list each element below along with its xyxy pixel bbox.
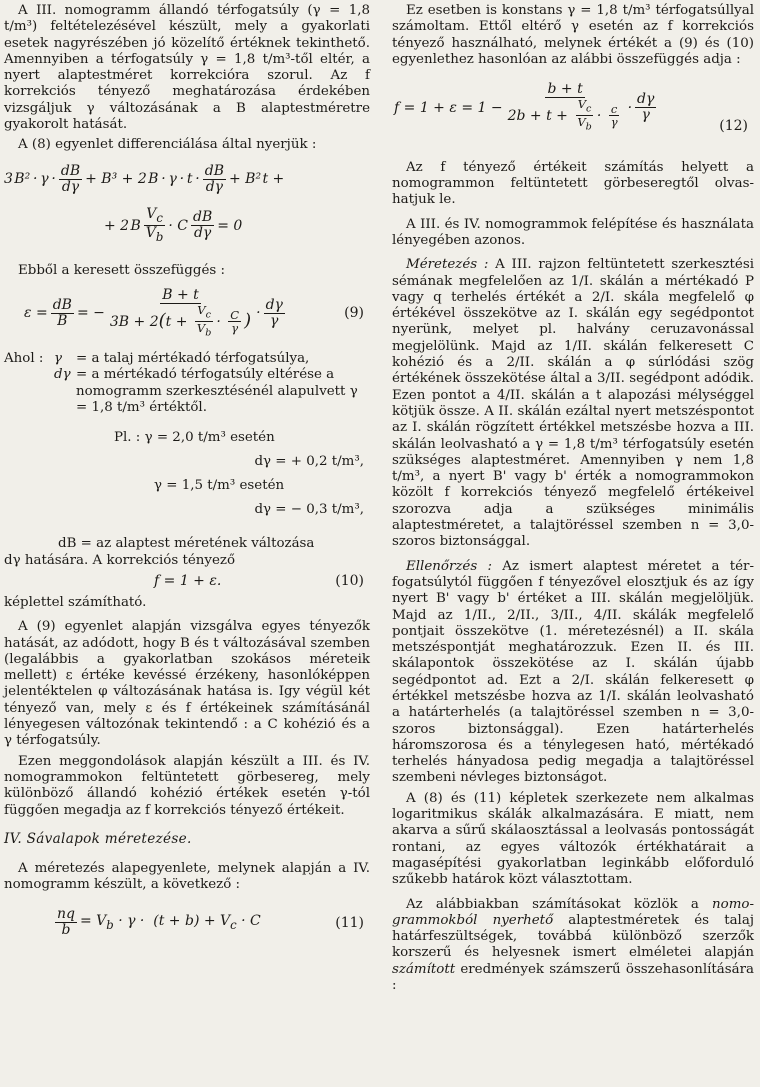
definitions bbox=[4, 351, 370, 569]
sizing-text: A III. rajzon feltüntetett szerkesztési sémának megfelelően az 1/I. skálán a mértékadó P vagy q terhelés értékét a 2/I. skála megfelelő φ értékével összekötve az I. skálán egy segédpontot nyerünk, melyet pl. halvány ceruzavonással megjelölünk. Majd az 1/II. skálán felkeresett C kohézió és a 2/II. skálán a φ súrlódási szög értékének összekötése által a 3/II. segédpont adódik. Ezen pontot a 4/II. skálán a t alapozási mélységgel kötjük össze. A II. skálán ezáltal nyert metszéspontot az I. skálán rögzített értékkel metszésbe hozva a III. skálán leolvasható a γ = 1,8 t/m³ térfogatsúly esetén szükséges alaptestméret. Amennyiben γ nem 1,8 t/m³, a nyert B' vagy b' érték a nomogrammokon közölt f korrekciós tényező megfelelő értékeivel szorozva adja a szükséges minimális alaptestméretet, a talajtöréssel szemben n = 3,0-szoros biztonsággal. bbox=[392, 257, 754, 550]
section-heading: IV. Sávalapok méretezése. bbox=[4, 830, 192, 847]
db-definition: dB = az alaptest méretének változása bbox=[58, 536, 315, 552]
equation-12: f = 1 + ε = 1 − b + t 2b + t + $\frac{V_c}{V_b}$ · $\frac{c}{\gamma}$ · $\frac{d\gamma}{\gamma}$ (12) bbox=[394, 82, 754, 134]
check-lead: Ellenőrzés : bbox=[406, 558, 492, 574]
def-dgamma-symbol: dγ bbox=[54, 367, 71, 383]
right-paragraph-1: Ez esetben is konstans γ = 1,8 t/m³ térfogatsúllyal számoltam. Ettől eltérő γ esetén az f korrekciós tényező használható, melynek értékét a (9) és (10) egyenlethez hasonlóan az alábbi összefüggés adja : bbox=[392, 3, 754, 67]
left-column bbox=[4, 3, 370, 938]
example-4: dγ = − 0,3 t/m³, bbox=[254, 502, 364, 518]
equation-9: ε = $\frac{dB}{B}$ = − B + t 3B + 2(t + $\frac{V_c}{V_b}$ · $\frac{C}{\gamma}$ ) · $\frac{d\gamma}{\gamma}$ (9) bbox=[24, 288, 370, 340]
def-gamma-text: = a talaj mértékadó térfogatsúlya, bbox=[76, 351, 310, 367]
left-paragraph-5: A (9) egyenlet alapján vizsgálva egyes tényezők hatását, az adódott, hogy B és t változásával szemben (legalábbis a gyakorlatban szokásos méreteik mellett) ε értéke kevéssé érzékeny, hasonlóképpen jelentéktelen φ változásának hatása is. Igy végül két tényező van, mely ε és f értékeinek számításánál lényegesen változónak tekintendő : a C kohézió és a γ térfogatsúly. bbox=[4, 619, 370, 749]
equation-9-number: (9) bbox=[344, 305, 364, 322]
equation-11-number: (11) bbox=[335, 914, 364, 931]
equation-11: $\frac{nq}{b}$ = $V_b \cdot \gamma \cdot (t + b) + V_c \cdot C$ (11) bbox=[52, 907, 370, 938]
left-paragraph-6: Ezen meggondolások alapján készült a III. és IV. nomogrammokon feltüntetett görbesereg, mely különböző állandó kohézió értékek esetén γ-tól függően megadja az f korrekciós tényező értékeit. bbox=[4, 753, 370, 818]
right-column bbox=[392, 3, 754, 998]
definitions-label: Ahol : bbox=[4, 351, 44, 367]
example-3: γ = 1,5 t/m³ esetén bbox=[154, 478, 285, 494]
def-dgamma-text: = a mértékadó térfogatsúly eltérése a nomogramm szerkesztésénél alapulvett γ = 1,8 t/m³ értéktől. bbox=[76, 367, 358, 416]
equation-8-line-1: 3 B² · γ · $\frac{dB}{d\gamma}$ + B³ + 2 B · γ · t · $\frac{dB}{d\gamma}$ + B² t + bbox=[4, 162, 285, 195]
left-paragraph-1: A III. nomogramm állandó térfogatsúly (γ = 1,8 t/m³) feltételezésével készült, mely a gyakorlati esetek nagyrészében jó közelítő értéknek tekinthető. Amennyiben a térfogatsúly γ = 1,8 t/m³-től eltér, a nyert alaptestméret korrekcióra szorul. Az f korrekciós tényező meghatározása érdekében vizsgáljuk γ változásának a B alaptestméretre gyakorolt hatását. bbox=[4, 3, 370, 133]
right-paragraph-7 bbox=[392, 897, 754, 995]
right-paragraph-2: Az f tényező értékeit számítás helyett a nomogrammon feltüntetett görbeseregtől olvashatjuk le. bbox=[392, 159, 754, 208]
left-paragraph-2: A (8) egyenlet differenciálása által nyerjük : bbox=[18, 137, 317, 153]
equation-12-number: (12) bbox=[719, 117, 748, 134]
left-paragraph-3: Ebből a keresett összefüggés : bbox=[18, 263, 226, 279]
right-p7-part-b: alaptestméretek és talaj határfeszültségek, továbbá különböző szerzők korszerű és helyesnek ismert elméletei alapján bbox=[392, 912, 754, 961]
right-p7-italic-2: számított bbox=[392, 961, 456, 977]
def-gamma-symbol: γ bbox=[54, 351, 63, 367]
equation-10-number: (10) bbox=[335, 572, 364, 589]
example-1: Pl. : γ = 2,0 t/m³ esetén bbox=[114, 430, 275, 446]
right-p7-part-c: eredmények számszerű összehasonlítására : bbox=[392, 961, 754, 994]
right-p7-part-a: Az alábbiakban számításokat közlök a bbox=[406, 896, 713, 912]
sizing-lead: Méretezés : bbox=[406, 257, 489, 273]
left-paragraph-4: képlettel számítható. bbox=[4, 594, 147, 610]
right-paragraph-4 bbox=[392, 257, 754, 550]
equation-8-line-2: + 2 B $\frac{V_c}{V_b}$ · C $\frac{dB}{d\gamma}$ = 0 bbox=[104, 205, 243, 245]
db-definition-cont: dγ hatására. A korrekciós tényező bbox=[4, 552, 236, 568]
check-text: Az ismert alaptest méretet a térfogatsúlytól függően f tényezővel elosztjuk és az így nyert B' vagy b' értéket a III. skálán megjelöljük. Majd az 1/II., 2/II., 3/II., 4/II. skálák megfelelő pontjait összekötve (1. méretezésnél) a II. skála metszéspontját meghatározzuk. Ezen II. és III. skálapontok összekötése az I. skálán újabb segédpontot ad. Ezt a 2/I. skálán felkeresett φ értékkel metszésbe hozva az 1/I. skálán leolvasható a határterhelés (a talajtöréssel szemben n = 3,0-szoros biztonsággal). Ezen határterhelés háromszorosa és a ténylegesen ható, mértékadó terhelés hányadosa pedig megadja a talajtöréssel szembeni névleges biztonságot. bbox=[392, 558, 754, 786]
left-paragraph-7: A méretezés alapegyenlete, melynek alapján a IV. nomogramm készült, a következő : bbox=[4, 860, 370, 893]
right-paragraph-5 bbox=[392, 559, 754, 787]
equation-10: f = 1 + ε. (10) bbox=[154, 573, 370, 589]
example-2: dγ = + 0,2 t/m³, bbox=[254, 454, 364, 470]
right-paragraph-6: A (8) és (11) képletek szerkezete nem alkalmas logaritmikus skálák alkalmazására. E miatt, nem akarva a sűrű skálaosztással a leolvasás pontosságát rontani, az egyes változók értékhatárait a magasépítési gyakorlatban leginkább előforduló szűkebb határok közt választottam. bbox=[392, 790, 754, 888]
right-paragraph-3: A III. és IV. nomogrammok felépítése és használata lényegében azonos. bbox=[392, 216, 754, 248]
right-p7-italic-1: nomogrammokból nyerhető bbox=[392, 896, 754, 928]
